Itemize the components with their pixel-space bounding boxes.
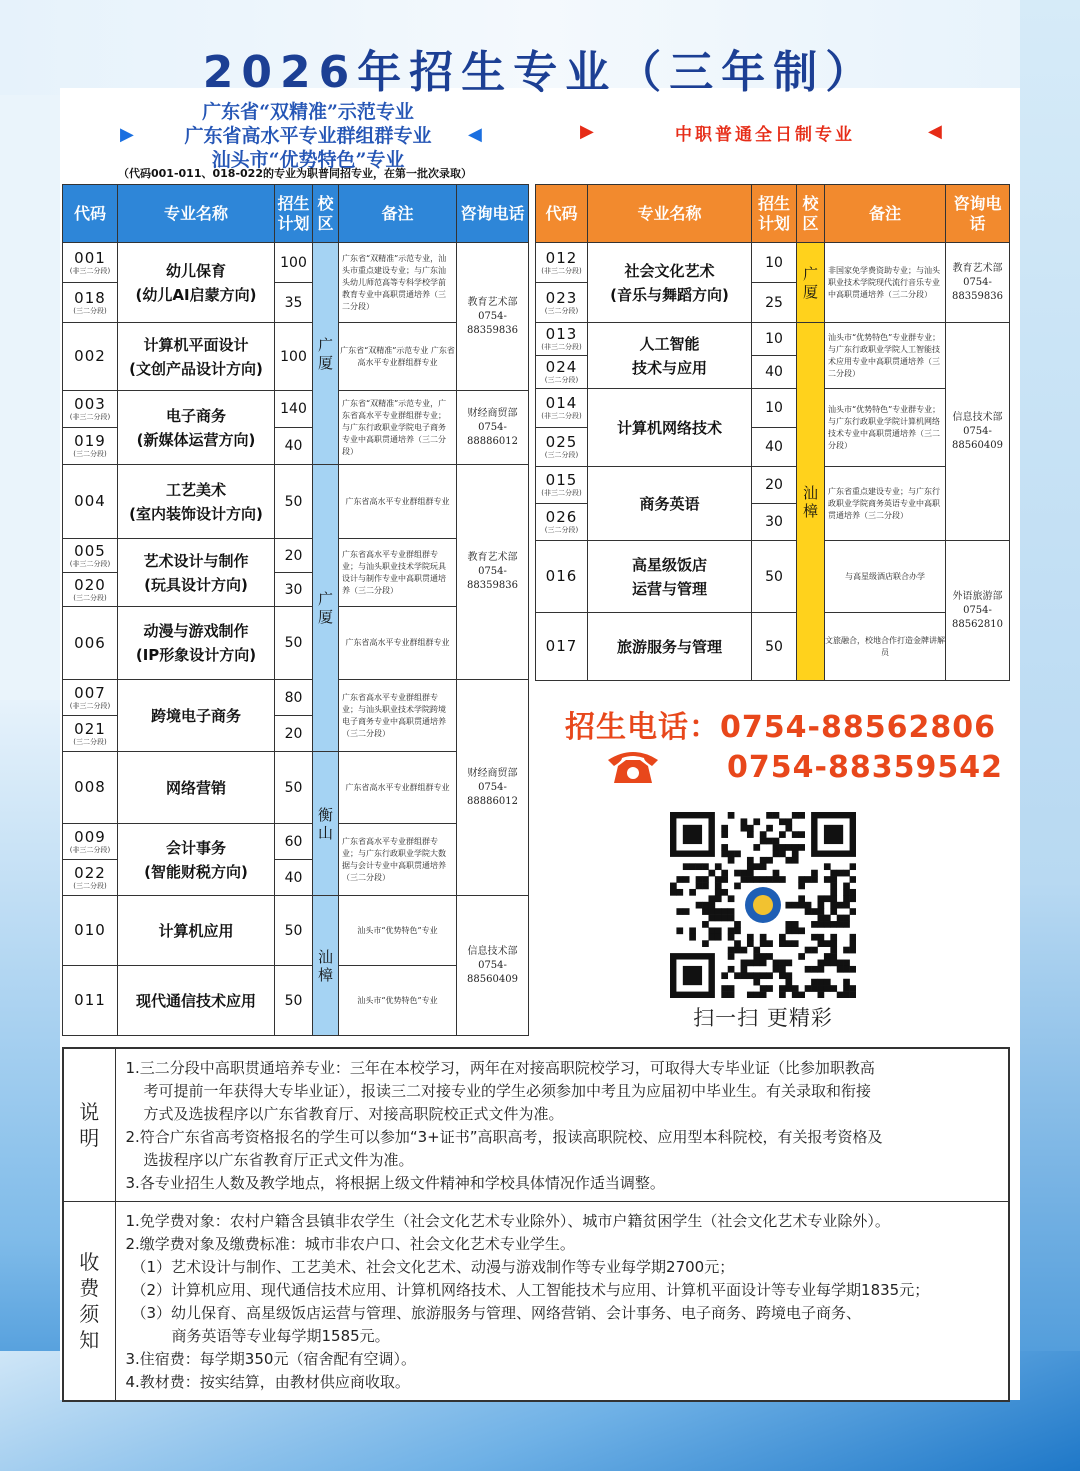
plan-count: 80	[275, 680, 313, 716]
table-row-code: 008	[63, 752, 118, 824]
table-row-code: 016	[536, 541, 588, 613]
major-name: 工艺美术 (室内装饰设计方向)	[118, 465, 275, 539]
remark-cell: 广东省高水平专业群组群专业；与汕头职业技术学院玩具设计与制作专业中高职贯通培养（三二分段）	[339, 539, 457, 607]
remark-cell: 文旅融合，校地合作打造金牌讲解员	[825, 613, 946, 681]
header-phone: 咨询电话	[457, 185, 529, 243]
left-header-line-2: 广东省高水平专业群组群专业	[184, 125, 432, 147]
campus-cell: 广厦	[313, 465, 339, 752]
plan-count: 50	[275, 607, 313, 680]
left-header-line-3: 汕头市“优势特色”专业	[211, 149, 405, 171]
header-remark: 备注	[825, 185, 946, 243]
campus-cell: 广厦	[797, 243, 825, 323]
plan-count: 50	[752, 541, 797, 613]
page-title: 2026年招生专业（三年制）	[202, 47, 878, 98]
right-band	[1020, 0, 1080, 1471]
table-row-code: 020 (三二分段)	[63, 573, 118, 607]
table-row-code: 007 (非三二分段)	[63, 680, 118, 716]
table-row-code: 012 (非三二分段)	[536, 243, 588, 283]
right-triangle-icon: ▶	[580, 121, 594, 142]
major-name: 计算机应用	[118, 896, 275, 966]
recruit-tel-2[interactable]: 0754-88359542	[727, 750, 1003, 785]
fees-label: 收费须知	[63, 1202, 115, 1402]
table-row-code: 015 (非三二分段)	[536, 467, 588, 504]
plan-count: 40	[752, 428, 797, 467]
phone-cell: 教育艺术部 0754-88359836	[457, 243, 529, 391]
table-row-code: 026 (三二分段)	[536, 504, 588, 541]
campus-cell: 汕樟	[797, 323, 825, 681]
table-row-code: 017	[536, 613, 588, 681]
plan-count: 50	[275, 896, 313, 966]
table-row-code: 009 (非三二分段)	[63, 824, 118, 860]
remark-cell: 广东省高水平专业群组群专业	[339, 752, 457, 824]
table-row-code: 021 (三二分段)	[63, 716, 118, 752]
fees-text: 1.免学费对象：农村户籍含县镇非农学生（社会文化艺术专业除外）、城市户籍贫困学生（社会文化艺术专业除外）。 2.缴学费对象及缴费标准：城市非农户口、社会文化艺术专业学生。 （1）艺术设计与制作、工艺美术、社会文化艺术、动漫与游戏制作等专业每学期2700元； （2）计算机应用、现代通信技术应用、计算机网络技术、人工智能技术与应用、计算机平面设计等专业每学期1835元； （3）幼儿保育、高星级饭店运营与管理、旅游服务与管理、网络营销、会计事务、电子商务、跨境电子商务、 商务英语等专业每学期1585元。 3.住宿费：每学期350元（宿舍配有空调）。 4.教材费：按实结算，由教材供应商收取。	[115, 1202, 1009, 1402]
major-name: 高星级饭店 运营与管理	[588, 541, 752, 613]
remark-cell: 广东省重点建设专业；与广东行政职业学院商务英语专业中高职贯通培养（三二分段）	[825, 467, 946, 541]
plan-count: 10	[752, 323, 797, 356]
major-name: 动漫与游戏制作 (IP形象设计方向)	[118, 607, 275, 680]
major-name: 计算机平面设计 (文创产品设计方向)	[118, 323, 275, 391]
major-name: 艺术设计与制作 (玩具设计方向)	[118, 539, 275, 607]
remark-cell: 广东省高水平专业群组群专业	[339, 607, 457, 680]
header-code: 代码	[63, 185, 118, 243]
header-name: 专业名称	[588, 185, 752, 243]
table-row-code: 004	[63, 465, 118, 539]
remark-cell: 与高星级酒店联合办学	[825, 541, 946, 613]
major-name: 计算机网络技术	[588, 389, 752, 467]
plan-count: 50	[752, 613, 797, 681]
phone-icon	[604, 746, 662, 786]
table-row-code: 002	[63, 323, 118, 391]
phone-cell: 教育艺术部 0754-88359836	[457, 465, 529, 680]
explain-label: 说明	[63, 1048, 115, 1202]
header-plan: 招生计划	[752, 185, 797, 243]
plan-count: 10	[752, 389, 797, 428]
plan-count: 50	[275, 752, 313, 824]
campus-cell: 汕樟	[313, 896, 339, 1036]
remark-cell: 广东省“双精准”示范专业，广东省高水平专业群组群专业；与广东行政职业学院电子商务专业中高职贯通培养（三二分段）	[339, 391, 457, 465]
campus-cell: 广厦	[313, 243, 339, 465]
plan-count: 60	[275, 824, 313, 860]
table-row-code: 022 (三二分段)	[63, 860, 118, 896]
header-code: 代码	[536, 185, 588, 243]
plan-count: 35	[275, 283, 313, 323]
header-campus: 校区	[313, 185, 339, 243]
plan-count: 40	[752, 356, 797, 389]
header-remark: 备注	[339, 185, 457, 243]
header-plan: 招生计划	[275, 185, 313, 243]
plan-count: 30	[275, 573, 313, 607]
left-header-line-1: 广东省“双精准”示范专业	[202, 101, 414, 123]
right-triangle-icon: ▶	[120, 124, 134, 145]
phone-cell: 信息技术部 0754-88560409	[457, 896, 529, 1036]
plan-count: 20	[275, 539, 313, 573]
major-name: 网络营销	[118, 752, 275, 824]
major-name: 人工智能 技术与应用	[588, 323, 752, 389]
phone-cell: 教育艺术部 0754-88359836	[946, 243, 1010, 323]
left-major-table	[62, 184, 529, 1036]
remark-cell: 广东省高水平专业群组群专业；与广东行政职业学院大数据与会计专业中高职贯通培养（三二分段）	[339, 824, 457, 896]
remark-cell: 汕头市“优势特色”专业	[339, 896, 457, 966]
plan-count: 140	[275, 391, 313, 428]
header-phone: 咨询电话	[946, 185, 1010, 243]
major-name: 跨境电子商务	[118, 680, 275, 752]
table-row-code: 006	[63, 607, 118, 680]
campus-cell: 衡山	[313, 752, 339, 896]
table-row-code: 003 (非三二分段)	[63, 391, 118, 428]
right-major-table	[535, 184, 1010, 681]
remark-cell: 广东省高水平专业群组群专业；与汕头职业技术学院跨境电子商务专业中高职贯通培养（三二分段）	[339, 680, 457, 752]
table-row-code: 014 (非三二分段)	[536, 389, 588, 428]
phone-cell: 财经商贸部 0754-88886012	[457, 680, 529, 896]
left-header	[98, 100, 518, 172]
remark-cell: 汕头市“优势特色”专业群专业；与广东行政职业学院人工智能技术应用专业中高职贯通培养（三二分段）	[825, 323, 946, 389]
table-row-code: 019 (三二分段)	[63, 428, 118, 465]
recruit-phone-line-1	[565, 702, 996, 746]
qr-caption: 扫一扫 更精彩	[693, 1006, 833, 1030]
plan-count: 30	[752, 504, 797, 541]
plan-count: 20	[275, 716, 313, 752]
plan-count: 10	[752, 243, 797, 283]
table-row-code: 024 (三二分段)	[536, 356, 588, 389]
recruit-label: 招生电话：	[565, 710, 720, 745]
left-triangle-icon: ◀	[928, 121, 942, 142]
plan-count: 50	[275, 465, 313, 539]
table-row-code: 005 (非三二分段)	[63, 539, 118, 573]
table-row-code: 018 (三二分段)	[63, 283, 118, 323]
remark-cell: 汕头市“优势特色”专业	[339, 966, 457, 1036]
remark-cell: 广东省高水平专业群组群专业	[339, 465, 457, 539]
plan-count: 20	[752, 467, 797, 504]
left-note: （代码001-011、018-022的专业为职普同招专业，在第一批次录取）	[118, 167, 472, 180]
header-name: 专业名称	[118, 185, 275, 243]
major-name: 电子商务 (新媒体运营方向)	[118, 391, 275, 465]
right-header: 中职普通全日制专业	[675, 125, 855, 145]
table-row-code: 011	[63, 966, 118, 1036]
remark-cell: 广东省“双精准”示范专业，汕头市重点建设专业；与广东汕头幼儿师范高等专科学校学前教育专业中高职贯通培养（三二分段）	[339, 243, 457, 323]
plan-count: 50	[275, 966, 313, 1036]
explain-text: 1.三二分段中高职贯通培养专业：三年在本校学习，两年在对接高职院校学习，可取得大专毕业证（比参加职教高 考可提前一年获得大专毕业证），报读三二对接专业的学生必须参加中考且为应届初中毕业生。有关录取和衔接 方式及选拔程序以广东省教育厅、对接高职院校正式文件为准。 2.符合广东省高考资格报名的学生可以参加“3+证书”高职高考，报读高职院校、应用型本科院校，有关报考资格及 选拔程序以广东省教育厅正式文件为准。 3.各专业招生人数及教学地点，将根据上级文件精神和学校具体情况作适当调整。	[115, 1048, 1009, 1202]
major-name: 现代通信技术应用	[118, 966, 275, 1036]
table-row-code: 023 (三二分段)	[536, 283, 588, 323]
table-row-code: 001 (非三二分段)	[63, 243, 118, 283]
plan-count: 40	[275, 428, 313, 465]
plan-count: 40	[275, 860, 313, 896]
major-name: 商务英语	[588, 467, 752, 541]
phone-cell: 外语旅游部 0754-88562810	[946, 541, 1010, 681]
phone-cell: 财经商贸部 0754-88886012	[457, 391, 529, 465]
table-row-code: 025 (三二分段)	[536, 428, 588, 467]
plan-count: 100	[275, 323, 313, 391]
major-name: 旅游服务与管理	[588, 613, 752, 681]
table-row-code: 010	[63, 896, 118, 966]
left-triangle-icon: ◀	[468, 124, 482, 145]
qr-code[interactable]	[670, 812, 856, 998]
major-name: 社会文化艺术 (音乐与舞蹈方向)	[588, 243, 752, 323]
major-name: 会计事务 (智能财税方向)	[118, 824, 275, 896]
major-name: 幼儿保育 (幼儿AI启蒙方向)	[118, 243, 275, 323]
remark-cell: 广东省“双精准”示范专业 广东省高水平专业群组群专业	[339, 323, 457, 391]
phone-cell: 信息技术部 0754-88560409	[946, 323, 1010, 541]
notes-table	[62, 1047, 1010, 1402]
plan-count: 100	[275, 243, 313, 283]
remark-cell: 汕头市“优势特色”专业群专业；与广东行政职业学院计算机网络技术专业中高职贯通培养（三二分段）	[825, 389, 946, 467]
recruit-tel-1[interactable]: 0754-88562806	[720, 710, 996, 745]
table-row-code: 013 (非三二分段)	[536, 323, 588, 356]
header-campus: 校区	[797, 185, 825, 243]
plan-count: 25	[752, 283, 797, 323]
remark-cell: 非国家免学费资助专业；与汕头职业技术学院现代流行音乐专业中高职贯通培养（三二分段）	[825, 243, 946, 323]
